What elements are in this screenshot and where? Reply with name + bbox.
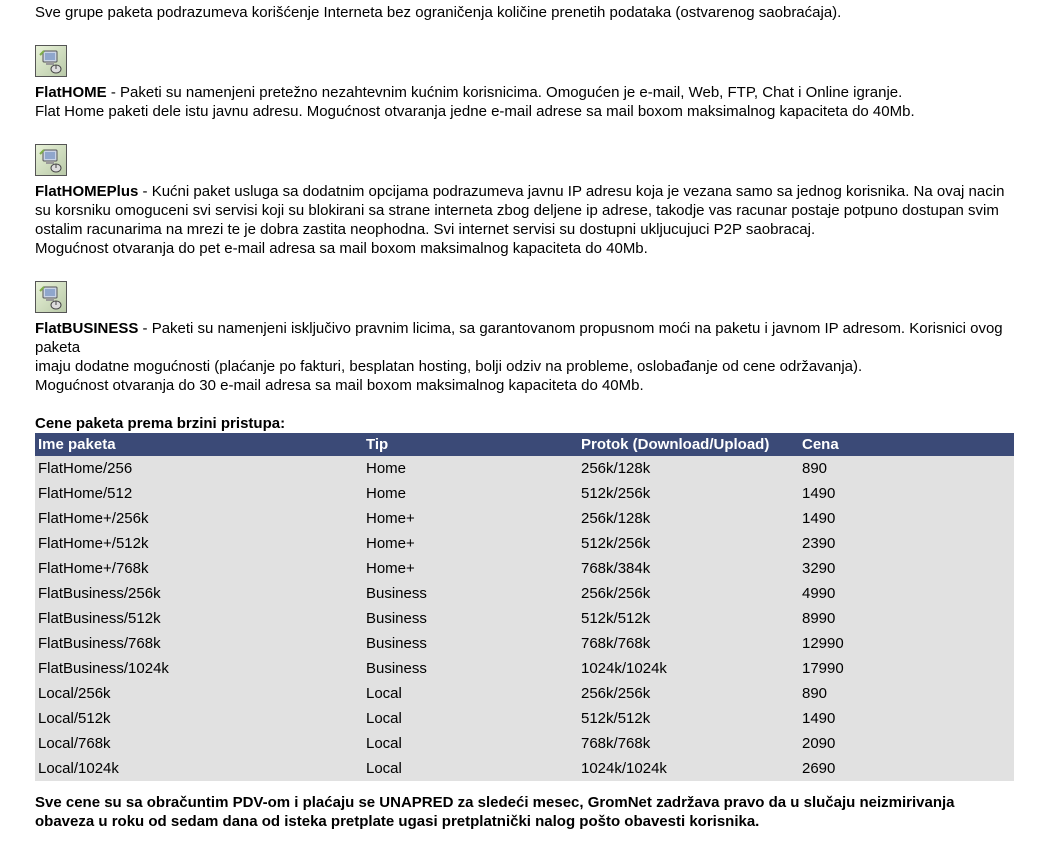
package-extra-text: Mogućnost otvaranja do pet e-mail adresa sa mail boxom maksimalnog kapaciteta do 40Mb. [35,240,648,257]
cell-price: 1490 [799,706,1014,731]
cell-package-name: Local/768k [35,731,363,756]
cell-type: Local [363,681,578,706]
price-section-title: Cene paketa prema brzini pristupa: [35,415,286,432]
cell-price: 8990 [799,606,1014,631]
cell-price: 2090 [799,731,1014,756]
cell-package-name: FlatBusiness/768k [35,631,363,656]
packages-list [35,45,1015,395]
table-row [35,631,1014,656]
price-table-header [35,433,1014,456]
table-row [35,456,1014,481]
table-row [35,481,1014,506]
cell-type: Business [363,606,578,631]
cell-speed: 512k/512k [578,606,799,631]
column-header-price: Cena [799,433,1014,456]
cell-package-name: FlatBusiness/256k [35,581,363,606]
package-desc-text: - Kućni paket usluga sa dodatnim opcijama podrazumeva javnu IP adresu koja je vezana samo sa jednog korisnika. Na ovaj nacin su korsniku omoguceni svi servisi koji su blokirani sa strane interneta zbog deljene ip adrese, takodje vas racunar postaje potpuno dostupan svim ostalim racunarima na mrezi te je dobra zastita neophodna. Svi internet servisi su dostupni ukljucujuci P2P saobracaj. [35,183,1005,238]
cell-speed: 256k/128k [578,506,799,531]
cell-speed: 1024k/1024k [578,656,799,681]
cell-speed: 256k/256k [578,681,799,706]
cell-price: 1490 [799,481,1014,506]
table-row [35,656,1014,681]
cell-price: 890 [799,681,1014,706]
cell-price: 2690 [799,756,1014,781]
cell-package-name: FlatBusiness/512k [35,606,363,631]
column-header-type: Tip [363,433,578,456]
table-row [35,706,1014,731]
column-header-name: Ime paketa [35,433,363,456]
cell-package-name: FlatHome/512 [35,481,363,506]
intro-text: Sve grupe paketa podrazumeva korišćenje Interneta bez ograničenja količine prenetih podataka (ostvarenog saobraćaja). [35,4,842,21]
cell-speed: 256k/256k [578,581,799,606]
cell-speed: 768k/768k [578,631,799,656]
cell-package-name: FlatHome+/512k [35,531,363,556]
cell-package-name: FlatHome+/256k [35,506,363,531]
cell-price: 12990 [799,631,1014,656]
cell-type: Local [363,731,578,756]
package-extra-text: Mogućnost otvaranja do 30 e-mail adresa sa mail boxom maksimalnog kapaciteta do 40Mb. [35,377,644,394]
cell-price: 1490 [799,506,1014,531]
cell-type: Local [363,706,578,731]
table-row [35,606,1014,631]
package-name: FlatHOME [35,84,107,101]
cell-package-name: FlatBusiness/1024k [35,656,363,681]
cell-type: Business [363,656,578,681]
cell-type: Home [363,481,578,506]
table-row [35,556,1014,581]
package-description [35,182,1015,239]
package-extra-text: imaju dodatne mogućnosti (plaćanje po fakturi, besplatan hosting, bolji odziv na probleme, oslobađanje od cene održavanja). [35,358,863,375]
cell-package-name: FlatHome+/768k [35,556,363,581]
cell-speed: 768k/384k [578,556,799,581]
cell-price: 17990 [799,656,1014,681]
package-description [35,319,1015,357]
package-name: FlatHOMEPlus [35,183,139,200]
cell-type: Business [363,631,578,656]
cell-speed: 768k/768k [578,731,799,756]
cell-price: 3290 [799,556,1014,581]
package-extra-text: Flat Home paketi dele istu javnu adresu. Mogućnost otvaranja jedne e-mail adrese sa mail boxom maksimalnog kapaciteta do 40Mb. [35,103,915,120]
cell-package-name: Local/256k [35,681,363,706]
cell-type: Home+ [363,531,578,556]
table-row [35,756,1014,781]
cell-type: Home+ [363,556,578,581]
cell-speed: 512k/512k [578,706,799,731]
price-table-body [35,456,1014,781]
package-description [35,83,1015,102]
price-table [35,433,1014,781]
computer-mouse-icon [35,144,67,176]
package-desc-text: - Paketi su namenjeni pretežno nezahtevnim kućnim korisnicima. Omogućen je e-mail, Web, FTP, Chat i Online igranje. [106,84,903,101]
package-desc-text: - Paketi su namenjeni isključivo pravnim licima, sa garantovanom propusnom moći na paketu i javnom IP adresom. Korisnici ovog paketa [35,320,1003,356]
cell-price: 4990 [799,581,1014,606]
table-row [35,731,1014,756]
cell-package-name: FlatHome/256 [35,456,363,481]
cell-speed: 512k/256k [578,531,799,556]
table-row [35,681,1014,706]
column-header-speed: Protok (Download/Upload) [578,433,799,456]
cell-speed: 256k/128k [578,456,799,481]
cell-package-name: Local/1024k [35,756,363,781]
cell-type: Home [363,456,578,481]
footer-note: Sve cene su sa obračuntim PDV-om i plaćaju se UNAPRED za sledeći mesec, GromNet zadržava pravo da u slučaju neizmirivanja obaveza u roku od sedam dana od isteka pretplate ugasi pretplatnički nalog pošto obavesti korisnika. [35,794,955,830]
cell-speed: 512k/256k [578,481,799,506]
computer-mouse-icon [35,45,67,77]
cell-type: Business [363,581,578,606]
computer-mouse-icon [35,281,67,313]
table-row [35,506,1014,531]
package-name: FlatBUSINESS [35,320,139,337]
cell-price: 890 [799,456,1014,481]
cell-speed: 1024k/1024k [578,756,799,781]
table-row [35,581,1014,606]
table-row [35,531,1014,556]
cell-price: 2390 [799,531,1014,556]
cell-type: Home+ [363,506,578,531]
cell-package-name: Local/512k [35,706,363,731]
cell-type: Local [363,756,578,781]
